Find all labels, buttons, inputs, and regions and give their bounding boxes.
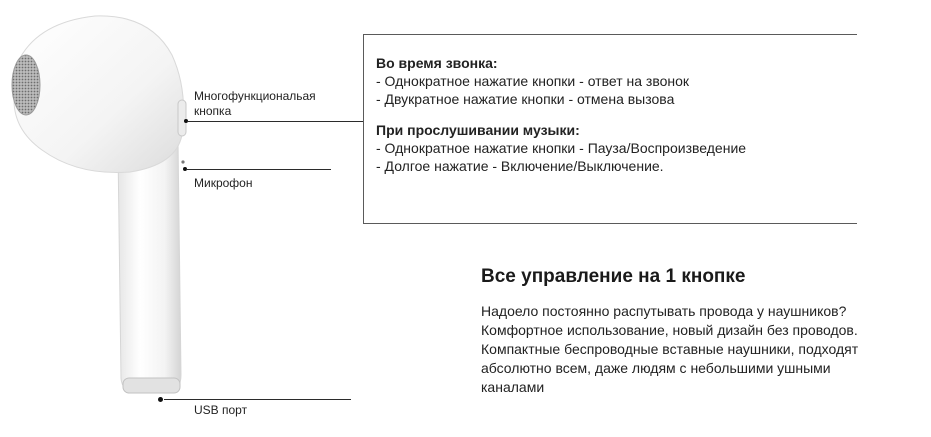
microphone-hole [181, 160, 184, 163]
speaker-mesh [12, 55, 40, 115]
usb-callout-dot [158, 397, 163, 402]
promo-line: абсолютно всем, даже людям с небольшими ушными [481, 360, 831, 376]
panel-spacer [376, 108, 746, 121]
earbud-illustration [0, 0, 200, 437]
multifunction-button-shape [178, 100, 186, 136]
call-line: - Двукратное нажатие кнопки - отмена вызова [376, 91, 675, 107]
usb-callout-line [164, 399, 351, 400]
controls-panel-content [376, 54, 746, 175]
promo-title: Все управление на 1 кнопке [481, 266, 746, 287]
music-heading: При прослушивании музыки: [376, 122, 580, 138]
usb-label: USB порт [194, 403, 248, 417]
usb-port-ring [123, 378, 180, 393]
promo-block [481, 265, 921, 397]
controls-panel [363, 34, 857, 224]
call-heading: Во время звонка: [376, 55, 498, 71]
promo-line: каналами [481, 379, 545, 395]
promo-line: Надоело постоянно распутывать провода у наушников? [481, 303, 847, 319]
button-callout-line [187, 121, 364, 122]
mic-label: Микрофон [194, 176, 253, 190]
music-line: - Однократное нажатие кнопки - Пауза/Воспроизведение [376, 140, 747, 156]
promo-line: Компактные беспроводные вставные наушники, подходят [481, 341, 859, 357]
promo-line: Комфортное использование, новый дизайн без проводов. [481, 322, 858, 338]
mic-callout-line [186, 169, 331, 170]
call-line: - Однократное нажатие кнопки - ответ на звонок [376, 73, 690, 89]
earbud-stem [118, 140, 181, 393]
button-label: Многофункциональая кнопка [194, 89, 316, 118]
music-line: - Долгое нажатие - Включение/Выключение. [376, 158, 664, 174]
